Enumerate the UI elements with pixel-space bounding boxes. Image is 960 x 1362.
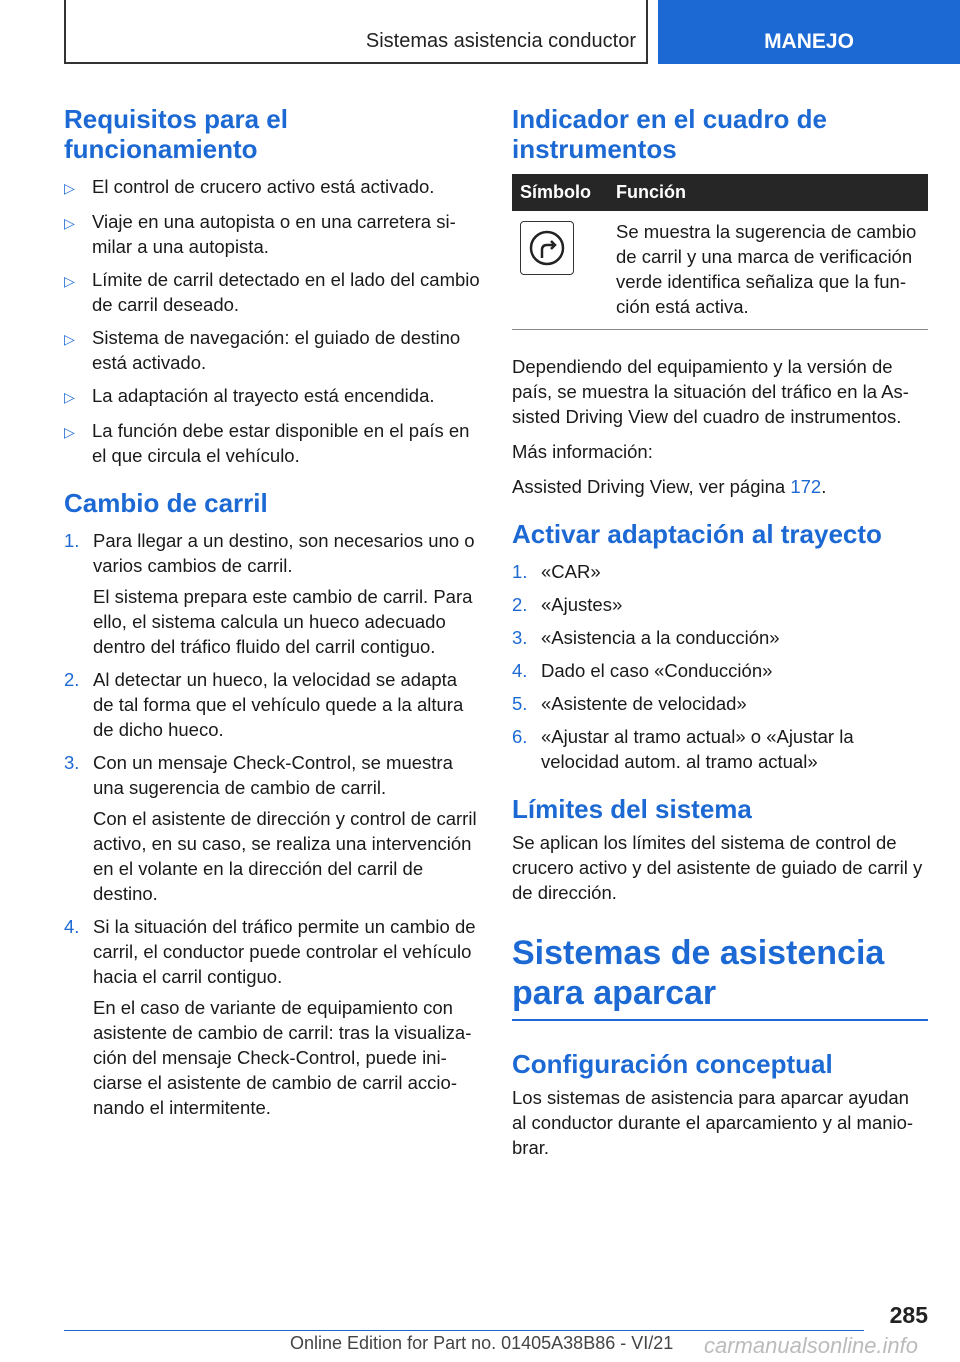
- requirements-list: [64, 174, 482, 468]
- step-text: «Ajustes»: [541, 594, 623, 615]
- activate-steps: [512, 559, 928, 774]
- list-item: [512, 625, 928, 650]
- body-paragraph: Los sistemas de asistencia para aparcar ayudan al conductor durante el aparcamiento y al maniobrar.: [512, 1087, 914, 1158]
- triangle-bullet-icon: ▷: [64, 273, 75, 289]
- left-column: [64, 104, 482, 1128]
- step-extra: En el caso de variante de equipamiento con asistente de cambio de carril: tras la visualización del mensaje Check-Control, puede iniciarse el asistente de cambio de carril accionando el intermitente.: [93, 997, 472, 1118]
- step-number: 4.: [64, 916, 80, 937]
- body-paragraph: Dependiendo del equipamiento y la versión de país, se muestra la situación del tráfico en la Assisted Driving View del cuadro de instrumentos.: [512, 356, 909, 427]
- step-text: Si la situación del tráfico permite un cambio de carril, el conductor puede controlar el vehículo hacia el carril contiguo.: [93, 916, 476, 987]
- lane-change-heading: Cambio de carril: [64, 488, 268, 518]
- concept-heading: Configuración conceptual: [512, 1049, 833, 1079]
- list-item: ▷ La adaptación al trayecto está encendida.: [64, 383, 482, 410]
- step-number: 2.: [512, 594, 528, 615]
- footer-divider: [64, 1330, 864, 1331]
- requirements-heading: Requisitos para el funcionamiento: [64, 104, 288, 164]
- step-text: «CAR»: [541, 561, 601, 582]
- indicator-heading: Indicador en el cuadro de instrumentos: [512, 104, 827, 164]
- page-reference-link[interactable]: 172: [790, 476, 822, 497]
- list-item: ▷ Sistema de navegación: el guiado de destino está activado.: [64, 327, 461, 373]
- step-text: «Asistencia a la conducción»: [541, 627, 780, 648]
- list-item: ▷ La función debe estar disponible en el país en el que circula el vehículo.: [64, 420, 470, 466]
- list-item: [512, 724, 928, 774]
- triangle-bullet-icon: ▷: [64, 331, 75, 347]
- list-item: ▷ El control de crucero activo está activado.: [64, 174, 482, 201]
- function-column-header: Función: [608, 174, 928, 211]
- step-text: Para llegar a un destino, son necesarios uno o varios cambios de carril.: [93, 530, 475, 576]
- step-number: 5.: [512, 693, 528, 714]
- right-column: [512, 104, 928, 1170]
- step-number: 2.: [64, 669, 80, 690]
- table-row: [512, 211, 928, 330]
- body-paragraph: Más información:: [512, 441, 653, 462]
- step-number: 3.: [512, 627, 528, 648]
- chapter-tab[interactable]: MANEJO: [658, 0, 960, 64]
- header-frame: [64, 0, 648, 64]
- page-number: 285: [889, 1302, 928, 1328]
- edition-text: Online Edition for Part no. 01405A38B86 - VI/21: [290, 1333, 674, 1353]
- limits-heading: Límites del sistema: [512, 794, 752, 824]
- watermark: carmanualsonline.info: [704, 1333, 919, 1358]
- triangle-bullet-icon: ▷: [64, 389, 75, 405]
- body-paragraph: Se aplican los límites del sistema de control de crucero activo y del asistente de guiado de carril y de dirección.: [512, 832, 923, 903]
- triangle-bullet-icon: ▷: [64, 424, 75, 440]
- step-extra: El sistema prepara este cambio de carril. Para ello, el sistema calcula un hueco adecuado dentro del tráfico fluido del carril contiguo.: [93, 586, 473, 657]
- lane-change-steps: [64, 528, 482, 1120]
- step-text: «Asistente de velocidad»: [541, 693, 747, 714]
- list-item: [512, 559, 928, 584]
- list-item: ▷ Límite de carril detectado en el lado del cambio de carril deseado.: [64, 269, 480, 315]
- list-item: [512, 592, 928, 617]
- chapter-heading: Sistemas de asistencia para aparcar: [512, 933, 928, 1021]
- list-item: [64, 750, 482, 906]
- list-item: [64, 914, 482, 1120]
- step-number: 3.: [64, 752, 80, 773]
- list-item: [512, 658, 928, 683]
- step-text: Al detectar un hueco, la velocidad se adapta de tal forma que el vehículo quede a la altura de dicho hueco.: [93, 669, 464, 740]
- list-item: [64, 667, 482, 742]
- step-number: 6.: [512, 726, 528, 747]
- body-paragraph: Assisted Driving View, ver página 172.: [512, 476, 827, 497]
- triangle-bullet-icon: ▷: [64, 215, 75, 231]
- step-extra: Con el asistente de dirección y control de carril activo, en su caso, se realiza una intervención en el volante en la dirección del carril de destino.: [93, 808, 477, 904]
- triangle-bullet-icon: ▷: [64, 180, 75, 196]
- list-item: [512, 691, 928, 716]
- symbol-column-header: Símbolo: [512, 174, 608, 211]
- step-number: 1.: [64, 530, 80, 551]
- activate-heading: Activar adaptación al trayecto: [512, 519, 882, 549]
- lane-change-icon: [520, 221, 574, 275]
- step-number: 4.: [512, 660, 528, 681]
- symbol-table: [512, 174, 928, 330]
- function-description: Se muestra la sugerencia de cambio de carril y una marca de verificación verde identifica señaliza que la función está activa.: [608, 211, 928, 330]
- list-item: [64, 528, 482, 659]
- list-item: ▷ Viaje en una autopista o en una carretera similar a una autopista.: [64, 211, 456, 257]
- step-number: 1.: [512, 561, 528, 582]
- step-text: Dado el caso «Conducción»: [541, 660, 773, 681]
- section-title: Sistemas asistencia conductor: [365, 30, 636, 52]
- step-text: Con un mensaje Check-Control, se muestra una sugerencia de cambio de carril.: [93, 752, 453, 798]
- step-text: «Ajustar al tramo actual» o «Ajustar la velocidad autom. al tramo actual»: [541, 726, 854, 772]
